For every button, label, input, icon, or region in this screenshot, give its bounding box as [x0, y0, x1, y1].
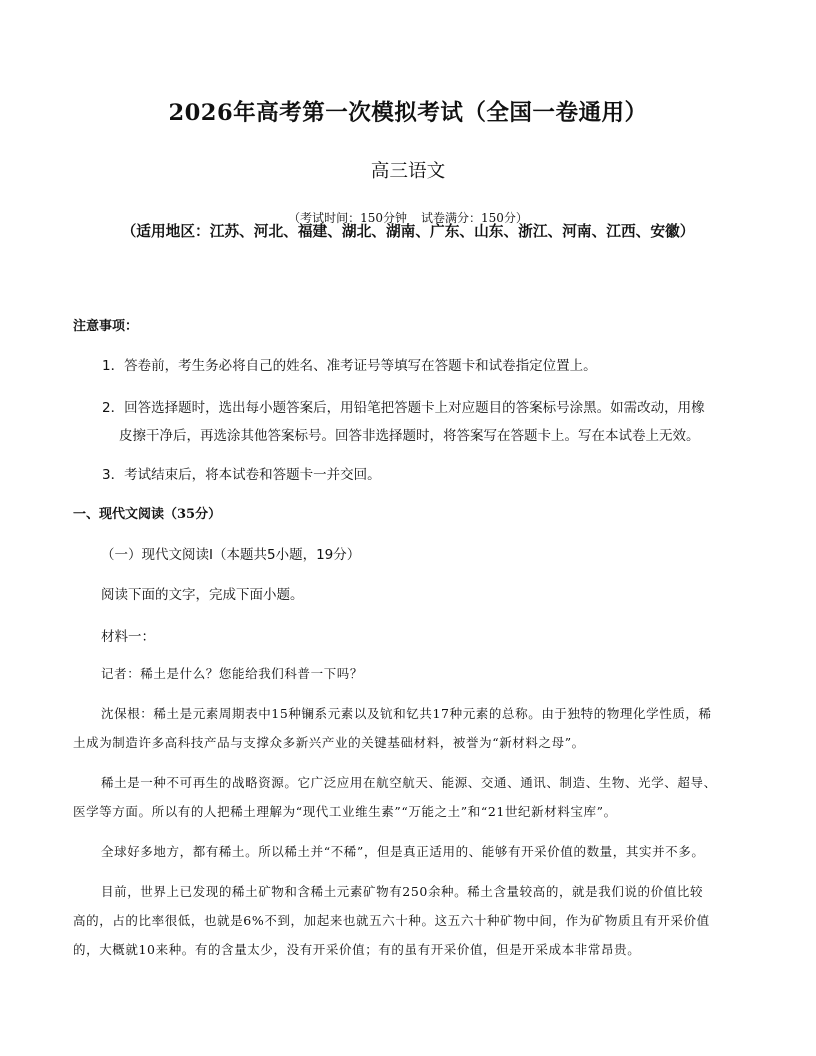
passage-line: 的，大概就10来种。有的含量太少，没有开采价值；有的虽有开采价值，但是开采成本非常昂贵。 [73, 942, 641, 957]
passage-line: 高的，占的比率很低，也就是6%不到，加起来也就五六十种。这五六十种矿物中间，作为矿物质且有开采价值 [73, 913, 710, 928]
subsection-heading: （一）现代文阅读Ⅰ（本题共5小题，19分） [101, 547, 361, 563]
passage-line: 全球好多地方，都有稀土。所以稀土并“不稀”，但是真正适用的、能够有开采价值的数量，其实并不多。 [101, 844, 705, 859]
exam-score: 试卷满分：150分） [421, 211, 528, 225]
passage-line: 记者：稀土是什么？您能给我们科普一下吗？ [101, 666, 364, 681]
notice-item-2-continued: 皮擦干净后，再选涂其他答案标号。回答非选择题时，将答案写在答题卡上。写在本试卷上无效。 [119, 428, 700, 444]
material-label: 材料一： [101, 629, 155, 645]
applicable-regions [0, 219, 816, 239]
section-heading: 一、现代文阅读（35分） [73, 507, 222, 522]
exam-title: 2026年高考第一次模拟考试（全国一卷通用） [168, 100, 648, 126]
passage-line: 沈保根：稀土是元素周期表中15种镧系元素以及钪和钇共17种元素的总称。由于独特的物理化学性质，稀 [101, 706, 712, 721]
exam-subject: 高三语文 [370, 161, 446, 182]
notice-item-2: 2．回答选择题时，选出每小题答案后，用铅笔把答题卡上对应题目的答案标号涂黑。如需改动，用橡 [102, 400, 705, 416]
passage-line: 目前，世界上已发现的稀土矿物和含稀土元素矿物有250余种。稀土含量较高的，就是我们说的价值比较 [101, 884, 704, 899]
exam-time: （考试时间：150分钟 [288, 211, 407, 225]
notice-item-1: 1．答卷前，考生务必将自己的姓名、准考证号等填写在答题卡和试卷指定位置上。 [102, 358, 597, 374]
passage-line: 土成为制造许多高科技产品与支撑众多新兴产业的关键基础材料，被誉为“新材料之母”。 [73, 735, 585, 750]
applicable-regions-text: （适用地区：江苏、河北、福建、湖北、湖南、广东、山东、浙江、河南、江西、安徽） [121, 223, 695, 240]
passage-line: 医学等方面。所以有的人把稀土理解为“现代工业维生素”“万能之土”和“21世纪新材料宝库”。 [73, 804, 617, 819]
notice-item-3: 3．考试结束后，将本试卷和答题卡一并交回。 [102, 467, 381, 483]
passage-line: 稀土是一种不可再生的战略资源。它广泛应用在航空航天、能源、交通、通讯、制造、生物、光学、超导、 [101, 775, 717, 790]
reading-instruction: 阅读下面的文字，完成下面小题。 [101, 587, 304, 603]
notice-heading: 注意事项： [73, 319, 139, 334]
